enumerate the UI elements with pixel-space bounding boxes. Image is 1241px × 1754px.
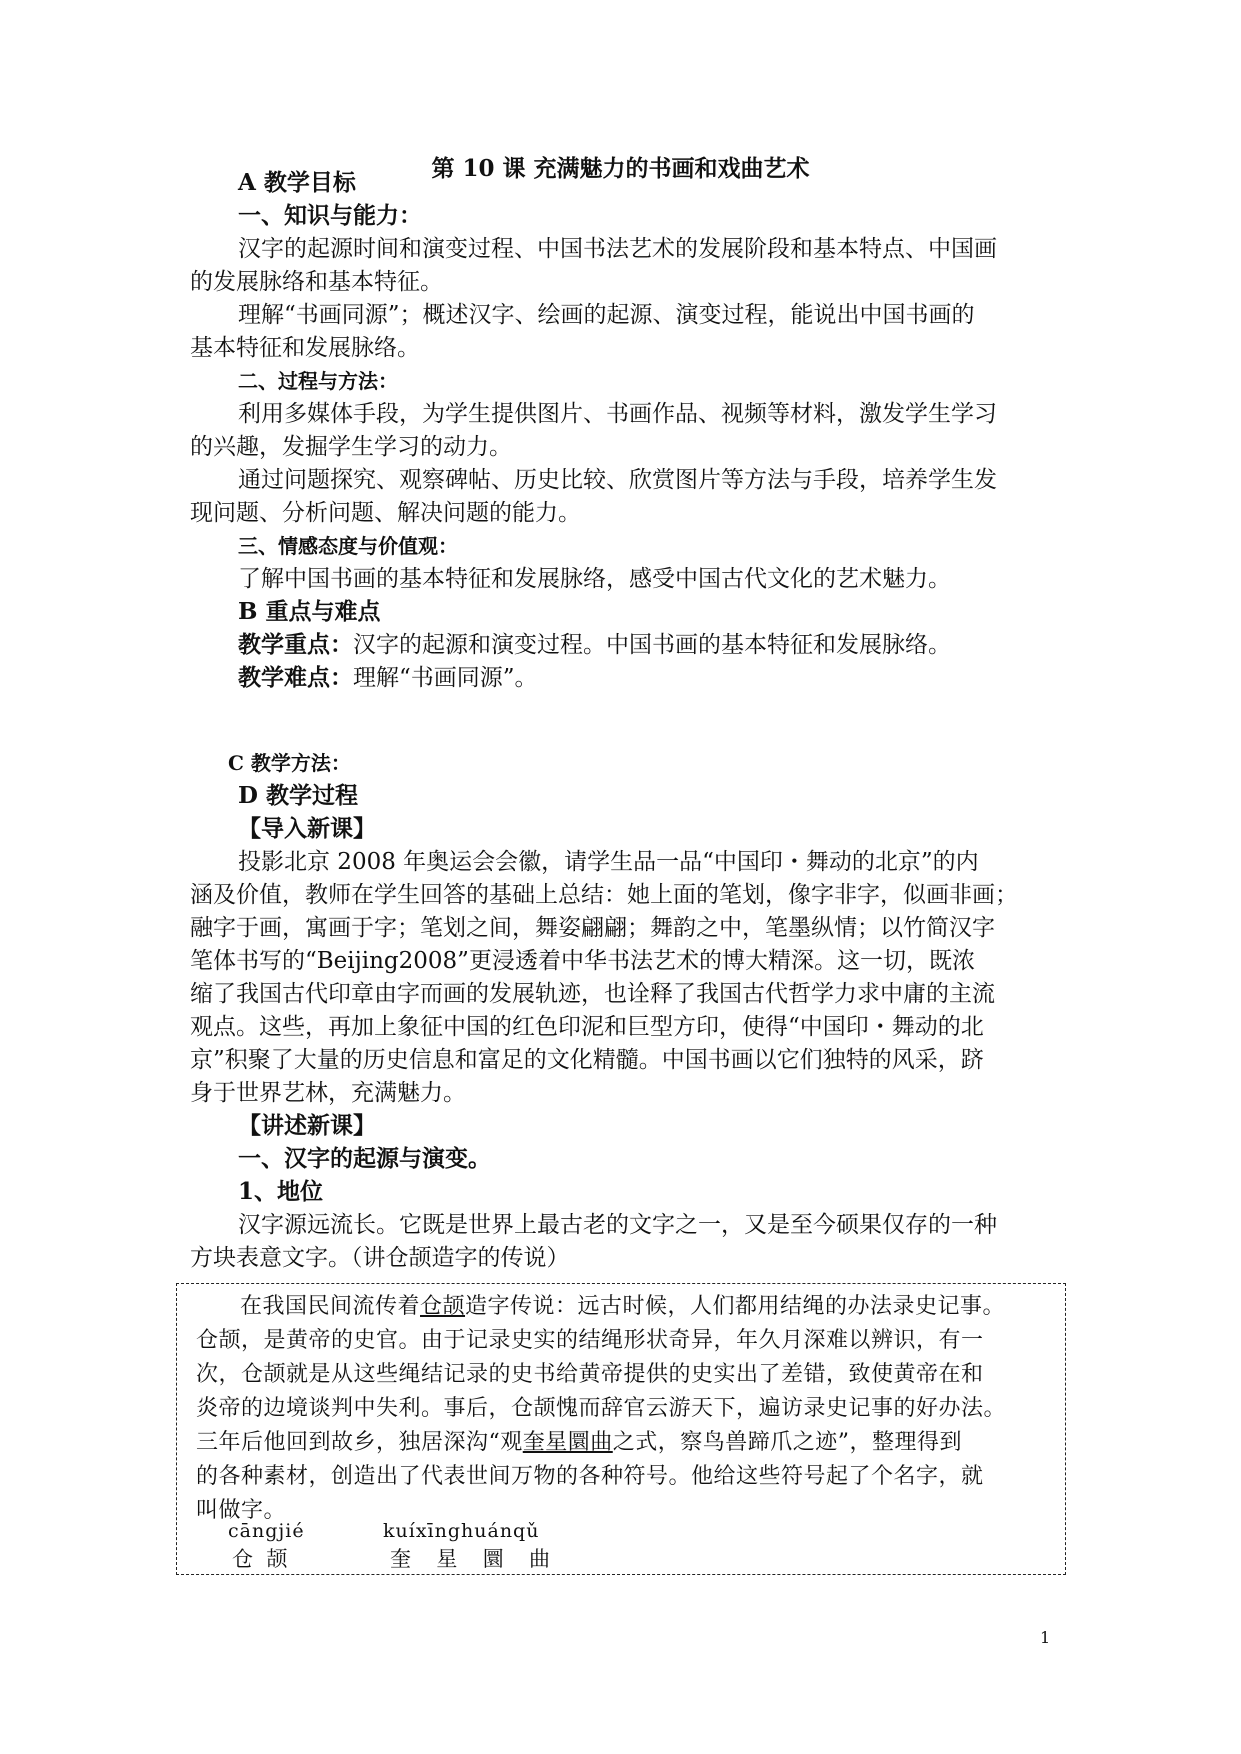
legend-line: 三年后他回到故乡，独居深沟“观奎星圜曲之式，察鸟兽蹄爪之迹”，整理得到: [196, 1430, 963, 1455]
legend-line: 次，仓颉就是从这些绳结记录的史书给黄帝提供的史实出了差错，致使黄帝在和: [196, 1362, 984, 1387]
lesson-title: 第 10 课 充满魅力的书画和戏曲艺术: [431, 155, 810, 182]
section-d-heading: D 教学过程: [238, 782, 358, 809]
intro-line: 京”积聚了大量的历史信息和富足的文化精髓。中国书画以它们独特的风采，跻: [190, 1047, 984, 1073]
section-b-heading: B 重点与难点: [238, 598, 381, 625]
attitude-heading: 三、情感态度与价值观：: [238, 534, 458, 558]
paragraph-line: 利用多媒体手段，为学生提供图片、书画作品、视频等材料，激发学生学习: [238, 401, 997, 427]
intro-line: 投影北京 2008 年奥运会会徽，请学生品一品“中国印・舞动的北京”的内: [238, 849, 979, 875]
legend-line: 仓颉，是黄帝的史官。由于记录史实的结绳形状奇异，年久月深难以辨识，有一: [196, 1328, 984, 1353]
process-heading: 二、过程与方法：: [238, 369, 398, 393]
pinyin-cangjie: cāngjié: [228, 1520, 305, 1542]
status-subheading: 1、地位: [238, 1178, 324, 1205]
lecture-heading: 【讲述新课】: [238, 1112, 376, 1139]
paragraph-line: 汉字源远流长。它既是世界上最古老的文字之一，又是至今硕果仅存的一种: [238, 1212, 997, 1238]
paragraph-line: 通过问题探究、观察碑帖、历史比较、欣赏图片等方法与手段，培养学生发: [238, 467, 997, 493]
origin-heading: 一、汉字的起源与演变。: [238, 1145, 491, 1172]
page-number: 1: [1040, 1628, 1051, 1647]
chars-kuixing: 奎 星 圜 曲: [390, 1547, 555, 1571]
difficulty-label: 教学难点：: [238, 664, 353, 691]
key-text: 汉字的起源和演变过程。中国书画的基本特征和发展脉络。: [353, 632, 951, 658]
paragraph-line: 的兴趣，发掘学生学习的动力。: [190, 434, 512, 460]
intro-line: 笔体书写的“Beijing2008”更浸透着中华书法艺术的博大精深。这一切，既浓: [190, 948, 975, 974]
paragraph-line: 现问题、分析问题、解决问题的能力。: [190, 500, 581, 526]
difficulty-line: [238, 661, 1096, 695]
section-a-heading: A 教学目标: [238, 169, 356, 196]
paragraph-line: 方块表意文字。（讲仓颉造字的传说）: [190, 1245, 570, 1271]
intro-line: 涵及价值，教师在学生回答的基础上总结：她上面的笔划，像字非字，似画非画；: [190, 882, 1018, 908]
intro-heading: 【导入新课】: [238, 815, 376, 842]
key-point-line: [238, 628, 1096, 662]
intro-line: 身于世界艺林，充满魅力。: [190, 1080, 466, 1106]
key-label: 教学重点：: [238, 631, 353, 658]
section-c-heading: C 教学方法：: [228, 751, 351, 775]
intro-line: 观点。这些，再加上象征中国的红色印泥和巨型方印，使得“中国印・舞动的北: [190, 1014, 984, 1040]
paragraph-line: 汉字的起源时间和演变过程、中国书法艺术的发展阶段和基本特点、中国画: [238, 236, 997, 262]
pinyin-kuixing: kuíxīnghuánqǔ: [383, 1520, 540, 1542]
paragraph-line: 基本特征和发展脉络。: [190, 335, 420, 361]
legend-line: 炎帝的边境谈判中失利。事后，仓颉愧而辞官云游天下，遍访录史记事的好办法。: [196, 1396, 1007, 1421]
paragraph-line: 的发展脉络和基本特征。: [190, 269, 443, 295]
legend-line: 的各种素材，创造出了代表世间万物的各种符号。他给这些符号起了个名字，就: [196, 1464, 984, 1489]
paragraph-line: 理解“书画同源”；概述汉字、绘画的起源、演变过程，能说出中国书画的: [238, 302, 975, 328]
legend-line: 叫做字。: [196, 1498, 287, 1523]
chars-cangjie: 仓 颉: [232, 1547, 288, 1571]
paragraph-line: 了解中国书画的基本特征和发展脉络，感受中国古代文化的艺术魅力。: [238, 566, 951, 592]
knowledge-heading: 一、知识与能力：: [238, 202, 422, 229]
difficulty-text: 理解“书画同源”。: [353, 665, 538, 691]
intro-line: 缩了我国古代印章由字而画的发展轨迹，也诠释了我国古代哲学力求中庸的主流: [190, 981, 995, 1007]
legend-line: 在我国民间流传着仓颉造字传说：远古时候，人们都用结绳的办法录史记事。: [240, 1294, 1006, 1319]
intro-line: 融字于画，寓画于字；笔划之间，舞姿翩翩；舞韵之中，笔墨纵情；以竹简汉字: [190, 915, 995, 941]
